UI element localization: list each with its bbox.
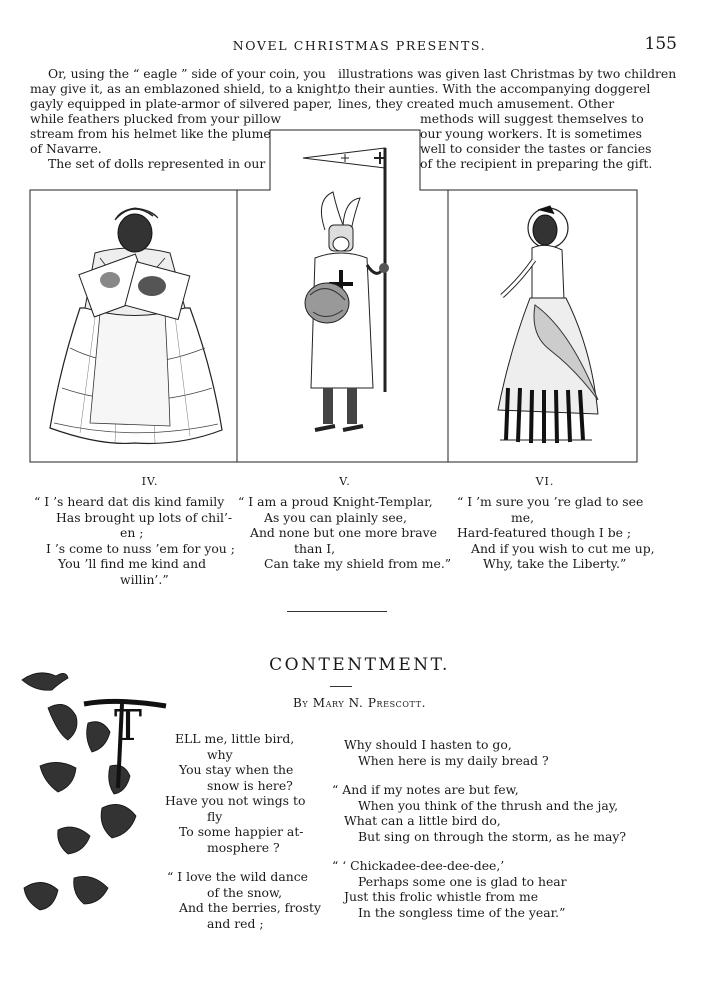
bird-icon [48,704,77,740]
verse-line: You ’ll find me kind and [58,556,207,571]
knight-templar-illustration [285,140,415,450]
verse-line: en ; [120,525,144,540]
bird-icon [101,804,136,838]
page-number: 155 [644,34,677,54]
bird-icon [40,762,76,792]
poem-line: When you think of the thrush and the jay, [358,797,619,813]
verse-line: “ I am a proud Knight-Templar, [238,494,433,509]
poem-line: In the songless time of the year.” [358,904,566,920]
article-line: to their aunties. With the accompanying doggerel [338,81,651,96]
poem-line: mosphere ? [207,839,280,855]
article-line: Or, using the “ eagle ” side of your coin, you [48,66,326,81]
bird-icon [24,882,58,910]
poem-title: CONTENTMENT. [269,655,450,675]
verse-line: “ I ’s heard dat dis kind family [34,494,225,509]
bird-icon [58,827,90,854]
article-line: methods will suggest themselves to [420,111,644,126]
poem-line: What can a little bird do, [344,813,501,828]
poem-line: “ And if my notes are but few, [332,782,519,797]
figure-numeral-iv: IV. [141,475,159,488]
article-line: The set of dolls represented in our [48,156,266,171]
mammy-doll-illustration [40,198,230,453]
verse-line: Has brought up lots of chil’- [56,509,233,525]
liberty-lady-illustration [480,200,615,450]
birds-drop-cap-decoration [18,668,168,923]
verse-line: Why, take the Liberty.” [483,556,627,571]
poem-line: “ ‘ Chickadee-dee-dee-dee,’ [332,858,505,873]
poem-line: why [207,746,233,762]
article-line: may give it, as an emblazoned shield, to a knight, [30,81,341,96]
article-line: stream from his helmet like the plume [30,126,271,141]
section-divider [287,611,387,612]
article-line: illustrations was given last Christmas by two children [338,66,677,81]
figure-v-verse [238,494,451,572]
poem-right-column [332,737,626,920]
figure-iv-verse [34,494,235,587]
verse-line: “ I ’m sure you ’re glad to see [457,494,644,509]
poem-line: Perhaps some one is glad to hear [358,873,567,889]
verse-line: And if you wish to cut me up, [471,540,655,556]
poem-line: To some happier at- [179,824,304,839]
verse-line: As you can plainly see, [264,509,407,525]
verse-line: I ’s come to nuss ’em for you ; [46,540,235,556]
byline-prefix: By [293,696,309,710]
article-line: well to consider the tastes or fancies [420,141,652,156]
article-line: while feathers plucked from your pillow [30,111,281,126]
verse-line: Hard-featured though I be ; [457,525,632,540]
poem-line: fly [207,808,223,824]
drop-cap: T [114,701,143,750]
article-line: of Navarre. [30,141,102,156]
title-divider [330,686,352,687]
poem-line: But sing on through the storm, as he may? [358,828,627,844]
poem-line: ELL me, little bird, [175,731,295,746]
poem-line: snow is here? [207,777,293,793]
article-line: our young workers. It is sometimes [420,126,642,141]
poem-line: of the snow, [207,884,283,900]
poem-line: “ I love the wild dance [167,869,309,884]
bird-icon [87,722,110,752]
running-header-title: NOVEL CHRISTMAS PRESENTS. [232,38,487,53]
article-line: of the recipient in preparing the gift. [420,156,653,171]
poem-line: When here is my daily bread ? [358,752,549,768]
poem-line: and red ; [207,915,264,931]
bird-icon [22,673,68,690]
poem-line: You stay when the [179,762,294,777]
figure-numeral-vi: VI. [535,475,555,488]
verse-line: Can take my shield from me.” [264,556,452,571]
verse-line: than I, [294,540,336,556]
poem-line: Why should I hasten to go, [344,737,512,752]
figure-vi-verse [457,494,655,572]
poem-author: Mary N. Prescott. [312,696,426,710]
verse-line: willin’.” [120,571,169,587]
article-line: lines, they created much amusement. Other [338,96,615,111]
figure-numeral-v: V. [339,475,351,488]
poem-line: Just this frolic whistle from me [344,889,539,904]
poem-left-column [165,731,321,931]
article-line: gayly equipped in plate-armor of silvered paper, [30,96,333,111]
poem-line: Have you not wings to [165,793,306,808]
bird-icon [74,876,108,904]
poem-line: And the berries, frosty [179,900,321,915]
verse-line: me, [511,509,535,525]
verse-line: And none but one more brave [250,525,438,540]
